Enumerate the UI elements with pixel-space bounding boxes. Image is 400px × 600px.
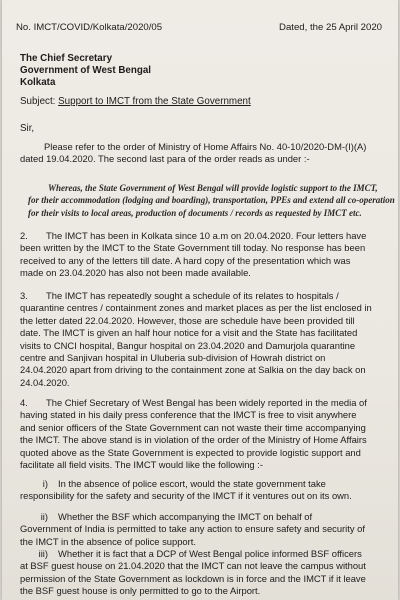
intro-line: Please refer to the order of Ministry of Home Affairs No. 40-10/2020-DM-(I)(A)	[44, 141, 367, 152]
paragraph-line: The IMCT has repeatedly sought a schedule of its relates to hospitals /	[46, 290, 339, 301]
intro-paragraph	[20, 141, 376, 166]
paragraph-line: quoted above as the State Government is expected to provide logistic support and	[20, 446, 361, 458]
item-line: Government of India is permitted to take any action to ensure safety and security of	[20, 523, 365, 535]
paragraph-line: received to any of the letters till date. A hard copy of the presentation which was	[20, 254, 351, 266]
paragraph-line: 24.04.2020 apart from driving to the containment zone at Salkia on the day back on	[20, 364, 366, 376]
paragraph-line: quarantine centres / containment zones and market places as per the list enclosed in	[20, 302, 372, 314]
paragraph-4	[20, 397, 376, 471]
letter-page	[2, 0, 398, 600]
item-line: permission of the State Government as lockdown is in force and the IMCT if it leave	[20, 572, 366, 584]
paragraph-line: been written by the IMCT to the State Government till today. No response has been	[20, 242, 366, 254]
intro-line: dated 19.04.2020. The second last para of the order reads as under :-	[20, 153, 310, 165]
paragraph-line: the IMCT. The above stand is in violation of the order of the Ministry of Home Affairs	[20, 434, 367, 446]
item-number: ii)	[40, 511, 48, 522]
quote-line: for their accommodation (lodging and boarding), transportation, PPEs and extend all co-operation	[28, 195, 395, 206]
quote-line: Whereas, the State Government of West Bengal will provide logistic support to the IMCT,	[48, 183, 378, 193]
item-line: the BSF guest house is only permitted to go to the Airport.	[20, 585, 261, 597]
subject-text: Support to IMCT from the State Government	[58, 96, 251, 107]
letter-date: Dated, the 25 April 2020	[279, 22, 382, 33]
salutation: Sir,	[20, 123, 35, 134]
item-line: Whether the BSF which accompanying the IMCT on behalf of	[58, 511, 313, 522]
quoted-order	[28, 182, 395, 219]
paragraph-line: 24.04.2020.	[20, 376, 70, 388]
paragraph-2	[20, 230, 376, 280]
paragraph-line: the letter dated 22.04.2020. However, those are schedule have been provided till	[20, 314, 355, 326]
item-line: responsibility for the safety and security of the IMCT if it ventures out on its own.	[20, 490, 352, 502]
paragraph-line: centre and Sanjivan hospital in Uluberia sub-division of Howrah district on	[20, 352, 326, 364]
item-line: In the absence of police escort, would the state government take	[58, 478, 326, 489]
item-line: Whether it is fact that a DCP of West Bengal police informed BSF officers	[58, 548, 362, 559]
paragraph-number: 4.	[20, 397, 28, 408]
item-iii	[20, 548, 376, 598]
paragraph-line: The IMCT has been in Kolkata since 10 a.m on 20.04.2020. Four letters have	[46, 230, 367, 241]
paragraph-line: and senior officers of the State Government can not waste their time accompanying	[20, 421, 366, 433]
paragraph-line: The Chief Secretary of West Bengal has been widely reported in the media of	[46, 397, 367, 408]
item-ii	[20, 511, 376, 548]
paragraph-number: 3.	[20, 290, 28, 301]
quote-line: for their visits to local areas, production of documents / records as requested by IMCT etc.	[28, 207, 362, 218]
subject-line	[20, 96, 251, 107]
item-i	[20, 478, 376, 503]
item-line: the IMCT in the absence of police support.	[20, 535, 196, 547]
paragraph-line: date. The IMCT is given an half hour notice for a visit and the State has facilitated	[20, 327, 358, 339]
paragraph-line: visits to CNCI hospital, Bangur hospital on 23.04.2020 and Damurjola quarantine	[20, 339, 356, 351]
addressee-city: Kolkata	[20, 77, 56, 89]
addressee-block	[20, 53, 151, 90]
subject-label: Subject:	[20, 96, 56, 107]
paragraph-line: made on 23.04.2020 has also not been made available.	[20, 267, 251, 279]
item-line: at BSF guest house on 21.04.2020 that the IMCT can not leave the campus without	[20, 560, 366, 572]
item-number: iii)	[38, 548, 48, 559]
item-number: i)	[42, 478, 48, 489]
paragraph-3	[20, 290, 376, 389]
paragraph-line: having stated in his daily press conference that the IMCT is free to visit anywhere	[20, 409, 357, 421]
paragraph-line: facilitate all field visits. The IMCT would like the following :-	[20, 459, 263, 471]
addressee-title: The Chief Secretary	[20, 53, 113, 64]
paragraph-number: 2.	[20, 230, 28, 241]
addressee-government: Government of West Bengal	[20, 65, 152, 77]
reference-number: No. IMCT/COVID/Kolkata/2020/05	[16, 22, 163, 33]
